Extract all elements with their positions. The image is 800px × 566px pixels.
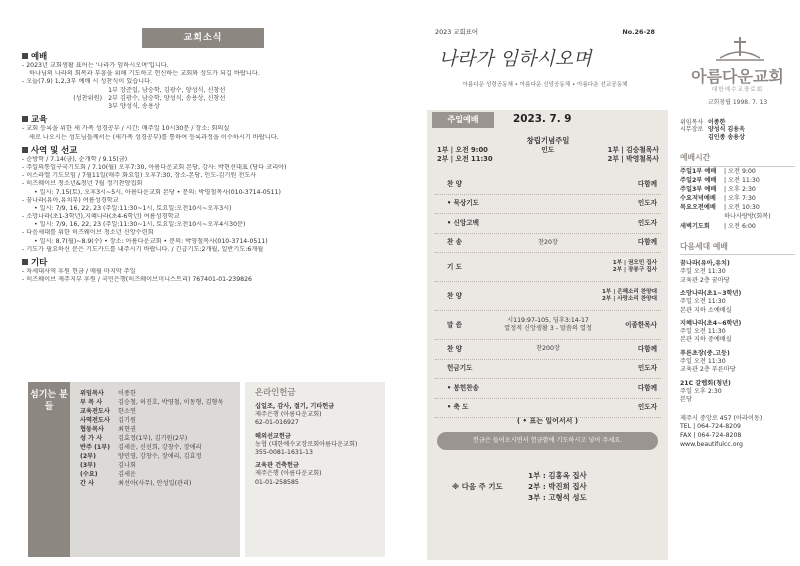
staff-names: 한소연: [118, 408, 136, 416]
item-detail-line: 열정적 신앙생활 3 - 말씀의 열정: [504, 325, 592, 332]
news-banner: 교회소식: [142, 28, 264, 48]
item-detail-line: 찬200장: [536, 345, 560, 353]
staff-names: 김세운: [118, 471, 136, 479]
item-name: 말 씀: [447, 320, 463, 329]
news-line: - 주일의통일구국기도회 / 7.10(월) 오후7:30, 아름다운교회 본당, 강사: 박현선대표 (당다 코리아): [22, 163, 287, 171]
item-leader-line: 2부 | 사랑소리 찬양대: [601, 296, 657, 302]
issue-number: No.26-28: [622, 28, 655, 36]
item-leader: [551, 289, 661, 304]
offering-type: 십일조, 감사, 절기, 기타헌금: [255, 403, 335, 411]
service-time-row: [680, 203, 795, 212]
item-leader-line: 1부 | 은혜소리 찬양대: [601, 288, 657, 295]
section-title: 교육: [31, 114, 48, 125]
news-line: - 다음세대를 위한 히즈웨이브 청소년 신앙수련회: [22, 229, 154, 237]
news-line: - 소망나라(초1-3학년),지혜나라(초4-6학년) 여름성경학교: [22, 213, 180, 221]
leader-row: [437, 155, 659, 164]
contact-line: 제주시 중앙로 457 (아라이동): [680, 414, 763, 422]
service-theme: 창립기념주일: [526, 136, 570, 145]
staff-role: 성 가 사: [80, 435, 103, 443]
dept-place: 본관 지하 소예배실: [680, 306, 732, 314]
pastor-name: 양성식 김용옥: [708, 126, 745, 134]
next-prayer-name: 1부 : 김홍옥 집사: [528, 471, 587, 480]
item-leader-line: 2부 | 장봉구 집사: [612, 267, 657, 273]
worship-items: [435, 175, 661, 418]
communion-label: [22, 87, 104, 95]
staff-role: 부 목 사: [80, 399, 103, 407]
item-leader: [601, 403, 661, 412]
item-leader-line: 1부 | 권오민 집사: [612, 259, 657, 266]
service-name: 목요오전예배: [680, 204, 716, 212]
offering-type: 교육관 건축헌금: [255, 462, 299, 470]
staff-row: [80, 479, 223, 488]
staff-names: 김승철, 허진호, 박영철, 이동형, 김형욱: [118, 399, 224, 407]
bank-name: 농협 (대한예수교장로회아름다운교회): [255, 440, 358, 448]
staff-row: [80, 434, 223, 443]
contact-info: [680, 415, 795, 450]
item-leader: [601, 180, 661, 189]
item-detail: [495, 317, 601, 333]
communion-label: (성찬위원): [73, 94, 102, 102]
dept-name: 푸른초장(중.고등): [680, 349, 730, 357]
item-detail: [495, 239, 601, 247]
staff-names: 김효정(1부), 김기원(2부): [118, 435, 188, 443]
service-name: 주일2부 예배: [680, 176, 717, 184]
section-heading: [22, 257, 390, 268]
item-name: 찬 양: [447, 344, 463, 353]
church-name: 아름다운교회: [691, 67, 784, 87]
order-title-bar: [427, 110, 668, 130]
motto-calligraphy: [425, 38, 605, 76]
dept-time: 주일 오후 2:30: [680, 387, 722, 395]
contact-line: www.beautifulcc.org: [680, 440, 743, 448]
staff-role: (2부): [80, 453, 96, 461]
item-leader: [601, 199, 661, 208]
founded-date: 교회창립 1998. 7. 13: [707, 98, 768, 106]
pastor-role: [680, 134, 708, 142]
contact-line: FAX | 064-724-8208: [680, 432, 742, 440]
staff-row: [80, 461, 223, 470]
service-time: 2부 | 오전 11:30: [437, 154, 493, 163]
staff-list: [80, 389, 223, 489]
service-hour: | 오전 11:30: [724, 176, 760, 184]
staff-role: 사역전도사: [80, 417, 110, 425]
next-week-prayer: [452, 470, 652, 503]
staff-row: [80, 416, 223, 425]
service-time-row: [680, 176, 795, 185]
bullet-square-icon: [22, 53, 28, 59]
service-hour: | 오전 10:30: [724, 204, 760, 212]
service-times-title: 예배시간: [680, 153, 795, 166]
bank-name: 제주은행 (아름다운교회): [255, 411, 322, 419]
account-number: 62-01-016927: [255, 419, 299, 427]
news-line: - 히즈웨이브 청소년&청년 7월 정기찬양집회: [22, 180, 143, 188]
news-column: [22, 28, 390, 285]
item-leader-line: 다함께: [637, 383, 657, 392]
section-title: 예배: [31, 51, 48, 61]
worship-item-row: [435, 234, 661, 254]
news-line: - 히즈웨이브 제주지부 후원 / 국민은행(히즈웨이브미니스트리) 767401-01-239826: [22, 276, 252, 284]
service-name: 수요저녁예배: [680, 195, 716, 203]
news-line: - 차세대사역 후원 헌금 / 매월 마지막 주일: [22, 268, 136, 276]
service-leaders: [437, 146, 659, 164]
staff-role: (수요): [80, 471, 98, 479]
item-name: 기 도: [447, 262, 463, 271]
next-prayer-name: 3부 : 고형석 성도: [528, 493, 587, 503]
next-gen-item: [680, 260, 795, 285]
staff-row: [80, 398, 223, 407]
next-prayer-name: 2부 : 박진희 집사: [528, 482, 587, 492]
staff-names: 김세운, 신선희, 강창수, 장애리: [118, 444, 202, 452]
communion-members: 장준일, 남승학, 김광수, 양성식, 신창선: [120, 86, 226, 94]
service-name: [680, 212, 724, 221]
denomination: 대한예수교장로회: [711, 87, 764, 94]
contact-line: TEL | 064-724-8209: [680, 423, 741, 431]
item-leader-line: 다함께: [637, 179, 657, 188]
offering-notice: 헌금은 들어오시면서 헌금함에 기도하시고 넣어 주세요.: [437, 432, 658, 450]
bullet-square-icon: [22, 116, 28, 122]
item-name: 헌금기도: [447, 364, 473, 373]
communion-service: 2부: [108, 94, 118, 102]
service-time-row: [680, 222, 795, 231]
leader-name: 2부 | 박영철목사: [607, 154, 659, 163]
service-time-row: [680, 167, 795, 176]
motto-text: 나라가 임하시오며: [438, 48, 592, 71]
next-week-label: ※ 다음 주 기도: [452, 481, 503, 491]
church-logo-icon: [712, 36, 768, 62]
next-gen-item: [680, 350, 795, 375]
pastor-name: 이종한: [708, 118, 726, 126]
leader-label: 인도: [541, 145, 555, 154]
dept-time: 주일 오전 11:30: [680, 328, 726, 336]
staff-role: 반주 (1부): [80, 444, 111, 452]
next-week-list: [528, 470, 587, 503]
service-hour: | 오전 9:00: [724, 167, 756, 175]
worship-item-row: [435, 379, 661, 399]
dept-name: 꿈나라(유아,유치): [680, 260, 730, 268]
offering-type: 해외선교헌금: [255, 432, 291, 440]
dept-name: 지혜나라(초4~6학년): [680, 319, 742, 327]
communion-service: 1부: [108, 86, 118, 94]
item-name: 찬 양: [447, 291, 463, 300]
bullet-square-icon: [22, 259, 28, 265]
communion-row: [22, 103, 390, 111]
service-time-row: [680, 212, 795, 221]
dept-name: 소망나라(초1~3학년): [680, 289, 742, 297]
service-hour: 하나사랑방(회복): [724, 213, 771, 221]
news-line: • 일시: 7/9, 16, 22, 23 (주일:11:30~1시, 토요일:오전10시~오후4시30분): [34, 221, 246, 229]
next-gen-item: [680, 380, 795, 405]
pastor-list: [680, 119, 795, 143]
service-name: 주일1부 예배: [680, 167, 717, 175]
staff-names: 김기원: [118, 417, 136, 425]
worship-item-row: [435, 340, 661, 360]
leader-row: [437, 146, 659, 155]
communion-label: [22, 103, 104, 111]
item-leader-line: 이종한목사: [625, 320, 657, 329]
section-title: 기타: [31, 257, 48, 268]
stand-note: ( • 표는 일어서서 ): [516, 417, 579, 425]
news-line: - 오늘(7.9) 1,2,3부 예배 시 성찬식이 있습니다.: [22, 78, 153, 86]
item-leader-line: 인도자: [637, 218, 657, 227]
item-name: 찬 송: [447, 238, 463, 247]
staff-role: 교육전도사: [80, 408, 110, 416]
dept-time: 주일 오전 11:30: [680, 358, 726, 366]
bank-name: 제주은행 (아름다운교회): [255, 470, 322, 478]
worship-item-row: [435, 214, 661, 234]
staff-label: 섬기는 분들: [28, 382, 70, 557]
item-name: • 축 도: [447, 403, 469, 412]
dept-time: 주일 오전 11:30: [680, 268, 726, 276]
leader-name: 1부 | 김승철목사: [607, 145, 659, 154]
item-leader: [601, 321, 661, 330]
item-leader: [601, 219, 661, 228]
next-gen-item: [680, 290, 795, 315]
item-leader: [551, 260, 661, 275]
section-heading: [22, 145, 390, 156]
staff-role: 위임목사: [80, 390, 104, 397]
order-of-worship: [427, 110, 668, 560]
pastor-role: 시무장로: [680, 126, 704, 134]
service-hour: | 오후 7:30: [724, 195, 756, 203]
service-tab: 주일예배: [432, 112, 494, 128]
staff-row: [80, 425, 223, 434]
news-sections: [22, 51, 390, 285]
staff-names: 양민영, 강창수, 장애리, 김효정: [118, 453, 202, 461]
worship-item-row: [435, 175, 661, 195]
next-gen-title: 다음세대 예배: [680, 242, 795, 255]
service-time-row: [680, 185, 795, 194]
news-line: - 꿈나라(유아,유치부) 여름성경학교: [22, 196, 119, 204]
news-line: • 일시: 7/9, 16, 22, 23 (주일:11:30~1시, 토요일:오전10시~오후3시): [34, 204, 232, 212]
communion-members: 양성식, 송용상: [120, 103, 160, 111]
news-line: 새로 나오시는 성도님들께서는 (새가족 성경공부)를 통하여 등록과정을 이수하시기 바랍니다.: [29, 133, 279, 141]
staff-role: (3부): [80, 462, 96, 470]
communion-row: [22, 87, 390, 95]
church-info-column: [680, 36, 795, 450]
worship-item-row: [435, 360, 661, 380]
item-name: • 봉헌찬송: [447, 383, 479, 392]
service-date: 2023. 7. 9: [513, 113, 572, 125]
staff-names: 김나회: [118, 462, 136, 470]
staff-names: 이종한: [118, 390, 136, 397]
pastor-role: 위임목사: [680, 118, 704, 126]
year-motto-label: 2023 교회표어: [435, 28, 478, 36]
account-number: 01-01-258585: [255, 478, 299, 486]
item-leader: [601, 384, 661, 393]
worship-item-row: [435, 253, 661, 282]
next-gen-list: [680, 260, 795, 404]
service-hour: | 오후 2:30: [724, 185, 756, 193]
service-time-row: [680, 194, 795, 203]
service-name: 새벽기도회: [680, 222, 710, 230]
account-number: 355-0081-1631-13: [255, 449, 313, 457]
worship-item-row: [435, 399, 661, 419]
service-times: [680, 167, 795, 231]
staff-role: 협동목사: [80, 426, 104, 434]
item-leader-line: 인도자: [637, 364, 657, 373]
service-hour: | 오전 6:00: [724, 222, 756, 230]
staff-row: [80, 452, 223, 461]
dept-time: 주일 오전 11:30: [680, 298, 726, 306]
dept-place: 교육관 2층 꿈마당: [680, 276, 730, 284]
service-heading: [437, 136, 659, 164]
communion-service: 3부: [108, 103, 118, 111]
item-leader-line: 다함께: [637, 238, 657, 247]
news-line: - 순방학 / 7.14(금), 순개학 / 9.15(금): [22, 155, 128, 163]
item-detail: [495, 345, 601, 353]
section-heading: [22, 51, 390, 62]
staff-names: 최현권: [118, 426, 136, 434]
staff-role: 간 사: [80, 480, 95, 488]
item-leader-line: 다함께: [637, 344, 657, 353]
dept-name: 21C 갈렙회(청년): [680, 379, 731, 387]
staff-row: [80, 470, 223, 479]
dept-place: 교육관 2층 푸른마당: [680, 366, 736, 374]
online-offering-box: [245, 382, 385, 557]
worship-item-row: [435, 195, 661, 215]
service-time: 1부 | 오전 9:00: [437, 145, 488, 154]
item-leader: [601, 238, 661, 247]
worship-item-row: [435, 311, 661, 340]
news-line: - 기도가 필요하신 분은 기도카드를 내주시기 바랍니다. / 긴급기도:2개월, 일반기도:6개월: [22, 245, 264, 253]
item-leader-line: 인도자: [637, 199, 657, 208]
dept-place: 본관 지하 중예배실: [680, 336, 732, 344]
pastor-row: [680, 134, 795, 142]
staff-names: 최선아(사무), 안성일(관리): [118, 480, 192, 488]
next-gen-item: [680, 320, 795, 345]
item-detail-line: 찬20장: [538, 238, 558, 246]
online-offering-groups: [255, 403, 375, 487]
item-detail-line: 시119:97-105, 딤후3:14-17: [507, 316, 589, 324]
dept-place: 본당: [680, 396, 692, 404]
item-leader-line: 인도자: [637, 403, 657, 412]
news-line: - 이스라엘 기도모임 / 7월11일(매주 화요일) 오후7:30, 장소-본당, 인도-김기원 전도사: [22, 172, 257, 180]
staff-row: [80, 407, 223, 416]
item-name: 찬 양: [447, 179, 463, 188]
item-leader: [601, 345, 661, 354]
service-name: 주일3부 예배: [680, 185, 717, 193]
staff-box: [28, 382, 240, 557]
bullet-square-icon: [22, 147, 28, 153]
staff-row: [80, 389, 223, 398]
news-line: - 2023년 교회생활 표어는 '나라가 임하시오며'입니다.: [22, 62, 169, 70]
order-header: [425, 28, 665, 89]
worship-item-row: [435, 282, 661, 311]
section-heading: [22, 114, 390, 125]
news-line: • 일시: 7.15(토), 오후3시~5시, 아름다운교회 본당 • 문의: 박영철목사(010-3714-0511): [34, 188, 281, 196]
item-name: • 신앙고백: [447, 218, 479, 227]
communion-row: [22, 95, 390, 103]
section-title: 사역 및 선교: [31, 144, 78, 155]
item-name: • 묵상기도: [447, 199, 479, 208]
news-line: 하나님의 나라의 회복과 부흥을 위해 기도하고 헌신하는 교회와 성도가 되길 바랍니다.: [29, 70, 260, 78]
item-leader: [601, 364, 661, 373]
news-line: • 일시: 8.7(월)~8.9(수) • 장소: 아름다운교회 • 문의: 박영철목사(010-3714-0511): [34, 237, 268, 245]
news-line: - 교회 등록을 위한 새 가족 성경공부 / 시간: 매주일 10시30분 / 장소: 회의실: [22, 125, 230, 133]
staff-row: [80, 443, 223, 452]
online-offering-title: 온라인헌금: [255, 387, 296, 397]
communion-members: 김광수, 남승학, 양성식, 송용상, 신창선: [120, 94, 226, 102]
pastor-name: 김인종 송용상: [708, 134, 745, 142]
community-subnav: 아름다운 성령공동체 • 아름다운 신앙공동체 • 아름다운 선교공동체: [462, 81, 628, 88]
